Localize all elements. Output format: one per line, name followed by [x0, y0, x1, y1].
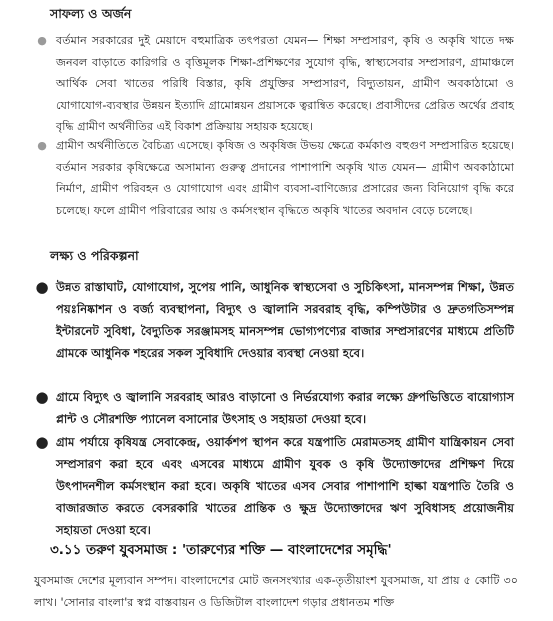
achievement-item [34, 30, 514, 140]
bullet-icon: ● [35, 388, 49, 406]
goal-item [34, 276, 514, 388]
bullet-icon: ● [35, 433, 49, 451]
youth-paragraph: যুবসমাজ দেশের মূল্যবান সম্পদ। বাংলাদেশের মোট জনসংখ্যার এক-তৃতীয়াংশ যুবসমাজ, যা প্রায় ৫ কোটি ৩০ লাখ। 'সোনার বাংলা'র স্বপ্ন বাস্তবায়ন ও ডিজিটাল বাংলাদেশ গড়ার প্রধানতম শক্তি [34, 574, 518, 609]
achievements-heading: সাফল্য ও অর্জন [50, 6, 132, 21]
goal-text-1: উন্নত রাস্তাঘাট, যোগাযোগ, সুপেয় পানি, আধুনিক স্বাস্থ্যসেবা ও সুচিকিৎসা, মানসম্পন্ন শিক্ষা, উন্নত পয়ঃনিষ্কাশন ও বর্জ্য ব্যবস্থাপনা, বিদ্যুৎ ও জ্বালানি সরবরাহ বৃদ্ধি, কম্পিউটার ও দ্রুতগতিসম্পন্ন ইন্টারনেট সুবিধা, বৈদ্যুতিক সরঞ্জামসহ মানসম্পন্ন ভোগ্যপণ্যের বাজার সম্প্রসারণের মাধ্যমে প্রতিটি গ্রামকে আধুনিক শহরের সকল সুবিধাদি দেওয়ার ব্যবস্থা নেওয়া হবে। [56, 280, 514, 360]
youth-section-title: ৩.১১ তরুণ যুবসমাজ : 'তারুণ্যের শক্তি — বাংলাদেশের সমৃদ্ধি' [50, 542, 392, 558]
goals-heading: লক্ষ্য ও পরিকল্পনা [50, 248, 139, 263]
goal-text-3: গ্রাম পর্যায়ে কৃষিযন্ত্র সেবাকেন্দ্র, ওয়ার্কশপ স্থাপন করে যন্ত্রপাতি মেরামতসহ গ্রামীণ যান্ত্রিকায়ন সেবা সম্প্রসারণ করা হবে এবং এসবের মাধ্যমে গ্রামীণ যুবক ও কৃষি উদ্যোক্তাদের প্রশিক্ষণ দিয়ে উৎপাদনশীল কর্মসংস্থান করা হবে। অকৃষি খাতের এসব সেবার পাশাপাশি হাল্কা যন্ত্রপাতি তৈরি ও বাজারজাত করতে বেসরকারি খাতের প্রান্তিক ও ক্ষুদ্র উদ্যোক্তাদের ঋণ সুবিধাসহ প্রয়োজনীয় সহায়তা দেওয়া হবে। [56, 435, 514, 537]
bullet-icon: ● [37, 34, 47, 47]
achievement-item [34, 135, 514, 245]
achievement-text-1: বর্তমান সরকারের দুই মেয়াদে বহুমাত্রিক তৎপরতা যেমন— শিক্ষা সম্প্রসারণ, কৃষি ও অকৃষি খাতে দক্ষ জনবল বাড়াতে কারিগরি ও বৃত্তিমূলক শিক্ষা-প্রশিক্ষণের সুযোগ বৃদ্ধি, স্বাস্থ্যসেবার সম্প্রসারণ, গ্রামাঞ্চলে আর্থিক সেবা খাতের পরিধি বিস্তার, কৃষি প্রযুক্তির সম্প্রসারণ, বিদ্যুতায়ন, গ্রামীণ অবকাঠামো ও যোগাযোগ-ব্যবস্থার উন্নয়ন ইত্যাদি গ্রামোন্নয়ন প্রয়াসকে ত্বরান্বিত করেছে। প্রবাসীদের প্রেরিত অর্থের প্রবাহ বৃদ্ধি গ্রামীণ অর্থনীতির এই বিকাশ প্রক্রিয়ায় সহায়ক হয়েছে। [56, 34, 514, 133]
achievement-text-2: গ্রামীণ অর্থনীতিতে বৈচিত্র্য এসেছে। কৃষিজ ও অকৃষিজ উভয় ক্ষেত্রে কর্মকাণ্ড বহুগুণ সম্প্রসারিত হয়েছে। বর্তমান সরকার কৃষিক্ষেত্রে অসামান্য গুরুত্ব প্রদানের পাশাপাশি অকৃষি খাত যেমন— গ্রামীণ অবকাঠামো নির্মাণ, গ্রামীণ পরিবহন ও যোগাযোগ এবং গ্রামীণ ব্যবসা-বাণিজ্যের প্রসারের জন্য বিনিয়োগ বৃদ্ধি করে চলেছে। ফলে গ্রামীণ পরিবারের আয় ও কর্মসংস্থান বৃদ্ধিতে অকৃষি খাতের অবদান বেড়ে চলেছে। [56, 139, 514, 217]
goal-item [34, 431, 514, 537]
bullet-icon: ● [35, 278, 49, 296]
bullet-icon: ● [37, 139, 47, 152]
goal-text-2: গ্রামে বিদ্যুৎ ও জ্বালানি সরবরাহ আরও বাড়ানো ও নির্ভরযোগ্য করার লক্ষ্যে গ্রুপভিত্তিতে বায়োগ্যাস প্লান্ট ও সৌরশক্তি প্যানেল বসানোর উৎসাহ ও সহায়তা দেওয়া হবে। [56, 390, 514, 426]
goal-item [34, 386, 514, 430]
